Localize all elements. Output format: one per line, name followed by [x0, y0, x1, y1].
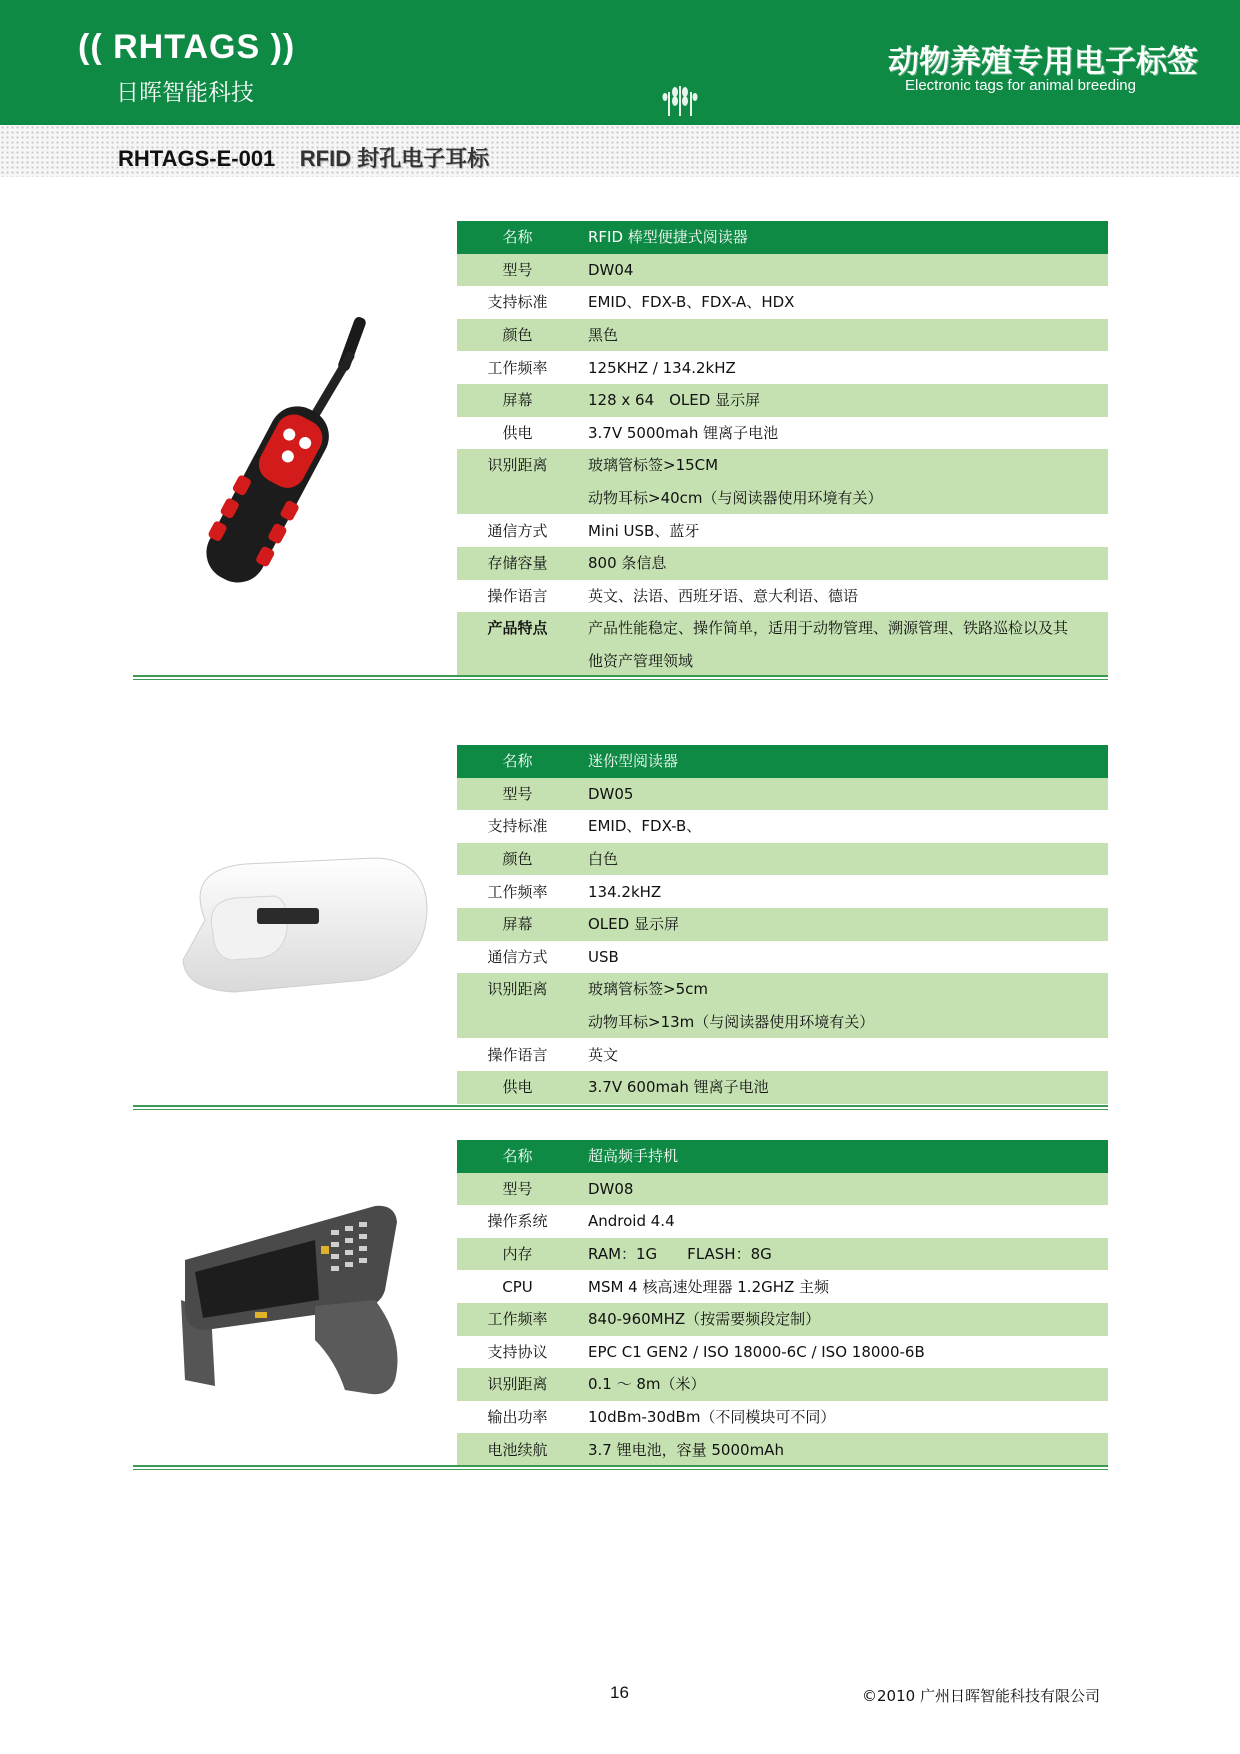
logo	[78, 28, 295, 67]
spec-row	[457, 1433, 1108, 1466]
tagline-cn: 动物养殖专用电子标签	[888, 44, 1198, 80]
spec-row	[457, 1368, 1108, 1401]
spec-key: 型号	[457, 778, 578, 811]
spec-key: 供电	[457, 1071, 578, 1104]
spec-value: Mini USB、蓝牙	[578, 514, 1108, 547]
section-divider	[133, 1105, 1108, 1110]
spec-value: 800 条信息	[578, 547, 1108, 580]
spec-key: 操作系统	[457, 1205, 578, 1238]
spec-key: 输出功率	[457, 1401, 578, 1434]
spec-value: 10dBm-30dBm（不同模块可不同）	[578, 1401, 1108, 1434]
spec-key: 识别距离	[457, 973, 578, 1006]
spec-value: 动物耳标>13m（与阅读器使用环境有关）	[578, 1006, 1108, 1039]
spec-key: 型号	[457, 1173, 578, 1206]
spec-row	[457, 221, 1108, 254]
spec-value: EPC C1 GEN2 / ISO 18000-6C / ISO 18000-6B	[578, 1336, 1108, 1369]
mini-reader-image	[165, 850, 435, 1000]
spec-row	[457, 1205, 1108, 1238]
spec-row	[457, 417, 1108, 450]
spec-value: 3.7V 600mah 锂离子电池	[578, 1071, 1108, 1104]
spec-value: 128 x 64 OLED 显示屏	[578, 384, 1108, 417]
spec-key: 通信方式	[457, 514, 578, 547]
spec-row	[457, 254, 1108, 287]
wave-left-icon: ((	[78, 28, 103, 66]
spec-row	[457, 1336, 1108, 1369]
spec-row	[457, 875, 1108, 908]
spec-value: 玻璃管标签>15CM	[578, 449, 1108, 482]
spec-key: 内存	[457, 1238, 578, 1271]
spec-value: 840-960MHZ（按需要频段定制）	[578, 1303, 1108, 1336]
page-title	[118, 142, 489, 173]
spec-row	[457, 843, 1108, 876]
spec-value: MSM 4 核高速处理器 1.2GHZ 主频	[578, 1270, 1108, 1303]
uhf-handheld-image	[175, 1200, 435, 1400]
spec-key: 颜色	[457, 843, 578, 876]
logo-text: RHTAGS	[113, 28, 261, 66]
spec-key: 支持标准	[457, 810, 578, 843]
spec-key: 名称	[457, 1140, 578, 1173]
spec-value: 超高频手持机	[578, 1140, 1108, 1173]
spec-row	[457, 514, 1108, 547]
spec-row	[457, 645, 1108, 678]
spec-row	[457, 1006, 1108, 1039]
spec-row	[457, 1173, 1108, 1206]
spec-value: 他资产管理领域	[578, 645, 1108, 678]
spec-row	[457, 908, 1108, 941]
spec-value: DW04	[578, 254, 1108, 287]
spec-value: 英文	[578, 1038, 1108, 1071]
page-header	[0, 0, 1240, 125]
spec-key: 型号	[457, 254, 578, 287]
section-divider	[133, 1465, 1108, 1470]
company-name: 日晖智能科技	[116, 80, 254, 106]
wand-reader-image	[180, 310, 410, 600]
spec-key: 支持协议	[457, 1336, 578, 1369]
spec-row	[457, 449, 1108, 482]
spec-row	[457, 482, 1108, 515]
spec-table-dw05	[457, 745, 1108, 1104]
spec-row	[457, 1038, 1108, 1071]
spec-row	[457, 810, 1108, 843]
tagline-en: Electronic tags for animal breeding	[905, 77, 1136, 94]
spec-row	[457, 941, 1108, 974]
spec-key: 屏幕	[457, 384, 578, 417]
product-line-name: RFID 封孔电子耳标	[299, 146, 490, 171]
wheat-icon	[660, 82, 700, 118]
spec-key: 名称	[457, 221, 578, 254]
spec-row	[457, 1303, 1108, 1336]
spec-row	[457, 973, 1108, 1006]
spec-row	[457, 286, 1108, 319]
section-divider	[133, 675, 1108, 680]
spec-value: 3.7 锂电池，容量 5000mAh	[578, 1433, 1108, 1466]
spec-key: 工作频率	[457, 351, 578, 384]
spec-row	[457, 612, 1108, 645]
spec-row	[457, 547, 1108, 580]
spec-row	[457, 1401, 1108, 1434]
spec-value: 白色	[578, 843, 1108, 876]
spec-key: 产品特点	[457, 612, 578, 645]
spec-value: RAM：1G FLASH：8G	[578, 1238, 1108, 1271]
spec-key: 操作语言	[457, 1038, 578, 1071]
spec-key: 工作频率	[457, 1303, 578, 1336]
spec-value: 英文、法语、西班牙语、意大利语、德语	[578, 580, 1108, 613]
spec-table-dw08	[457, 1140, 1108, 1466]
spec-value: 玻璃管标签>5cm	[578, 973, 1108, 1006]
spec-value: EMID、FDX-B、	[578, 810, 1108, 843]
spec-value: EMID、FDX-B、FDX-A、HDX	[578, 286, 1108, 319]
spec-key: 电池续航	[457, 1433, 578, 1466]
spec-key: 工作频率	[457, 875, 578, 908]
spec-value: USB	[578, 941, 1108, 974]
spec-key: 识别距离	[457, 449, 578, 482]
product-code: RHTAGS-E-001	[118, 146, 276, 171]
wave-right-icon: ))	[270, 28, 296, 66]
spec-value: 125KHZ / 134.2kHZ	[578, 351, 1108, 384]
spec-row	[457, 319, 1108, 352]
page-number: 16	[610, 1683, 629, 1702]
spec-row	[457, 1071, 1108, 1104]
spec-value: Android 4.4	[578, 1205, 1108, 1238]
copyright: ©2010 广州日晖智能科技有限公司	[862, 1687, 1100, 1705]
spec-row	[457, 778, 1108, 811]
spec-key: 通信方式	[457, 941, 578, 974]
spec-key: 供电	[457, 417, 578, 450]
spec-table-dw04	[457, 221, 1108, 677]
spec-value: 迷你型阅读器	[578, 745, 1108, 778]
spec-key: 识别距离	[457, 1368, 578, 1401]
spec-row	[457, 384, 1108, 417]
spec-key: 存储容量	[457, 547, 578, 580]
spec-key: 名称	[457, 745, 578, 778]
spec-key: 支持标准	[457, 286, 578, 319]
spec-value: RFID 棒型便捷式阅读器	[578, 221, 1108, 254]
spec-value: 动物耳标>40cm（与阅读器使用环境有关）	[578, 482, 1108, 515]
spec-value: 黑色	[578, 319, 1108, 352]
spec-row	[457, 745, 1108, 778]
spec-row	[457, 580, 1108, 613]
spec-row	[457, 1238, 1108, 1271]
spec-row	[457, 351, 1108, 384]
spec-value: 产品性能稳定、操作简单，适用于动物管理、溯源管理、铁路巡检以及其	[578, 612, 1108, 645]
spec-row	[457, 1140, 1108, 1173]
spec-value: DW08	[578, 1173, 1108, 1206]
spec-key: 颜色	[457, 319, 578, 352]
spec-key: 操作语言	[457, 580, 578, 613]
spec-value: 3.7V 5000mah 锂离子电池	[578, 417, 1108, 450]
spec-value: 0.1 ～ 8m（米）	[578, 1368, 1108, 1401]
spec-row	[457, 1270, 1108, 1303]
spec-key: 屏幕	[457, 908, 578, 941]
spec-value: DW05	[578, 778, 1108, 811]
spec-value: OLED 显示屏	[578, 908, 1108, 941]
spec-key: CPU	[457, 1270, 578, 1303]
spec-value: 134.2kHZ	[578, 875, 1108, 908]
